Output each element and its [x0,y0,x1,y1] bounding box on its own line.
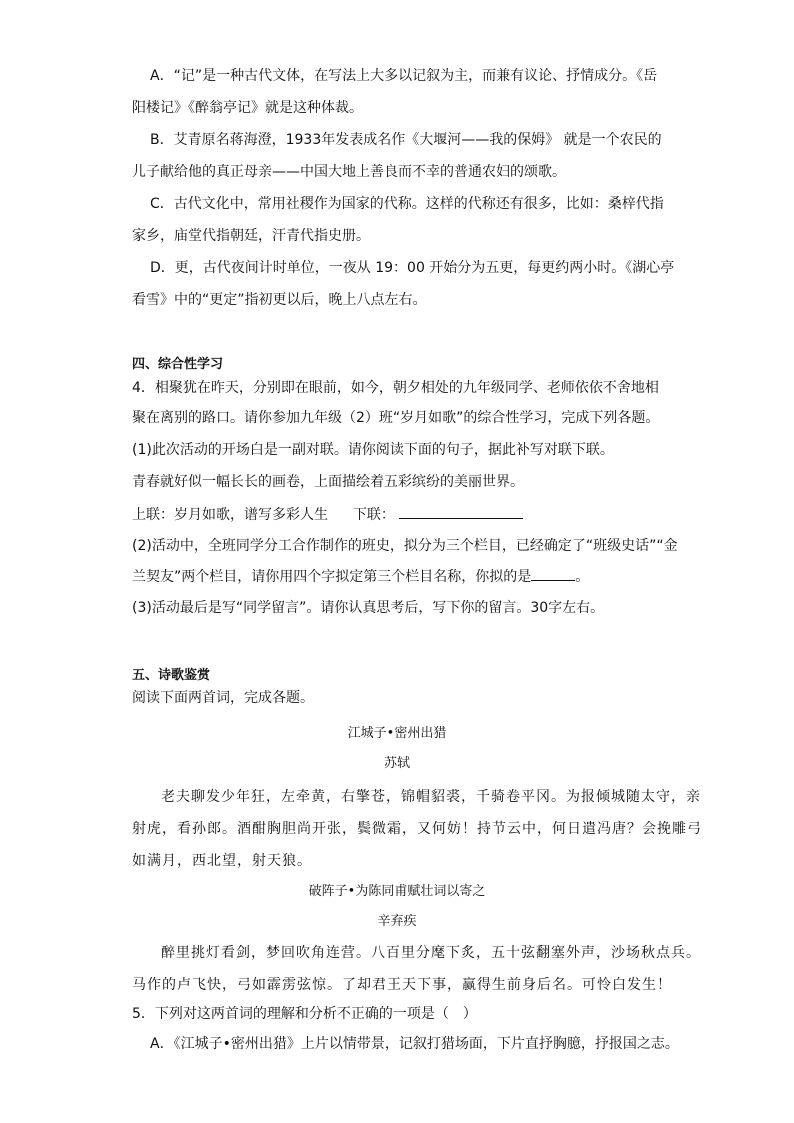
q4-sub1: (1)此次活动的开场白是一副对联。请你阅读下面的句子，据此补写对联下联。 [132,442,614,458]
option-a-line2: 阳楼记》《醉翁亭记》就是这种体裁。 [132,100,363,116]
couplet-lower-label: 下联： [352,507,395,523]
section4-heading: 四、综合性学习 [132,357,224,372]
option-b-line1: B．艾青原名蒋海澄，1933年发表成名作《大堰河——我的保姆》 就是一个农民的 [150,132,662,148]
q4-sub3: (3)活动最后是写“同学留言”。请你认真思考后，写下你的留言。30字左右。 [132,600,605,616]
q4-line1: 4．相聚犹在昨天，分别即在眼前，如今，朝夕相处的九年级同学、老师依依不舍地相 [132,380,659,396]
option-c-line2: 家乡，庙堂代指朝廷，汗青代指史册。 [132,228,370,244]
q4-sub2-text: 兰契友”两个栏目，请你用四个字拟定第三个栏目名称，你拟的是 [132,569,532,585]
poem2-line: 马作的卢飞快，弓如霹雳弦惊。了却君王天下事，赢得生前身后名。可怜白发生！ [132,977,672,993]
q5-stem: 5．下列对这两首词的理解和分析不正确的一项是（ ） [132,1006,477,1022]
poem2-line: 醉里挑灯看剑，梦回吹角连营。八百里分麾下炙，五十弦翻塞外声，沙场秋点兵。 [161,945,701,961]
column-name-blank[interactable] [531,566,575,581]
q4-sub2-end: 。 [575,569,590,585]
couplet-upper: 上联：岁月如歌，谱写多彩人生 [132,507,328,523]
q4-line2: 聚在离别的路口。请你参加九年级（2）班“岁月如歌”的综合性学习，完成下列各题。 [132,410,660,426]
q4-sentence: 青春就好似一幅长长的画卷，上面描绘着五彩缤纷的美丽世界。 [132,474,524,490]
poem1-line: 射虎，看孙郎。酒酣胸胆尚开张，鬓微霜，又何妨！持节云中，何日遣冯唐？会挽雕弓 [132,821,702,837]
section5-intro: 阅读下面两首词，完成各题。 [132,690,314,706]
q4-sub2-line1: (2)活动中，全班同学分工合作制作的班史，拟分为三个栏目，已经确定了“班级史话”“金 [132,538,678,554]
option-d-line2: 看雪》中的“更定”指初更以后，晚上八点左右。 [132,292,427,308]
poem1-line: 如满月，西北望，射天狼。 [132,853,312,869]
option-b-line2: 儿子献给他的真正母亲——中国大地上善良而不幸的普通农妇的颂歌。 [132,164,566,180]
option-d-line1: D．更，古代夜间计时单位，一夜从 19：00 开始分为五更，每更约两小时。《湖心亭 [150,260,675,276]
poem1-author: 苏轼 [383,756,410,771]
q5-option-a: A．《江城子•密州出猎》上片以情带景，记叙打猎场面，下片直抒胸臆，抒报国之志。 [150,1036,679,1052]
option-c-line1: C．古代文化中，常用社稷作为国家的代称。这样的代称还有很多，比如：桑梓代指 [150,196,664,212]
poem1-line: 老夫聊发少年狂，左牵黄，右擎苍，锦帽貂裘，千骑卷平冈。为报倾城随太守，亲 [161,789,701,805]
poem2-title: 破阵子•为陈同甫赋壮词以寄之 [308,884,486,899]
section5-heading: 五、诗歌鉴赏 [132,668,211,683]
poem2-author: 辛弃疾 [377,914,417,929]
couplet-row [132,504,523,525]
q4-sub2-line2 [132,566,589,587]
option-a-line1: A．“记”是一种古代文体，在写法上大多以记叙为主，而兼有议论、抒情成分。《岳 [150,68,658,84]
couplet-lower-blank[interactable] [399,504,523,519]
poem1-title: 江城子•密州出猎 [347,726,447,741]
